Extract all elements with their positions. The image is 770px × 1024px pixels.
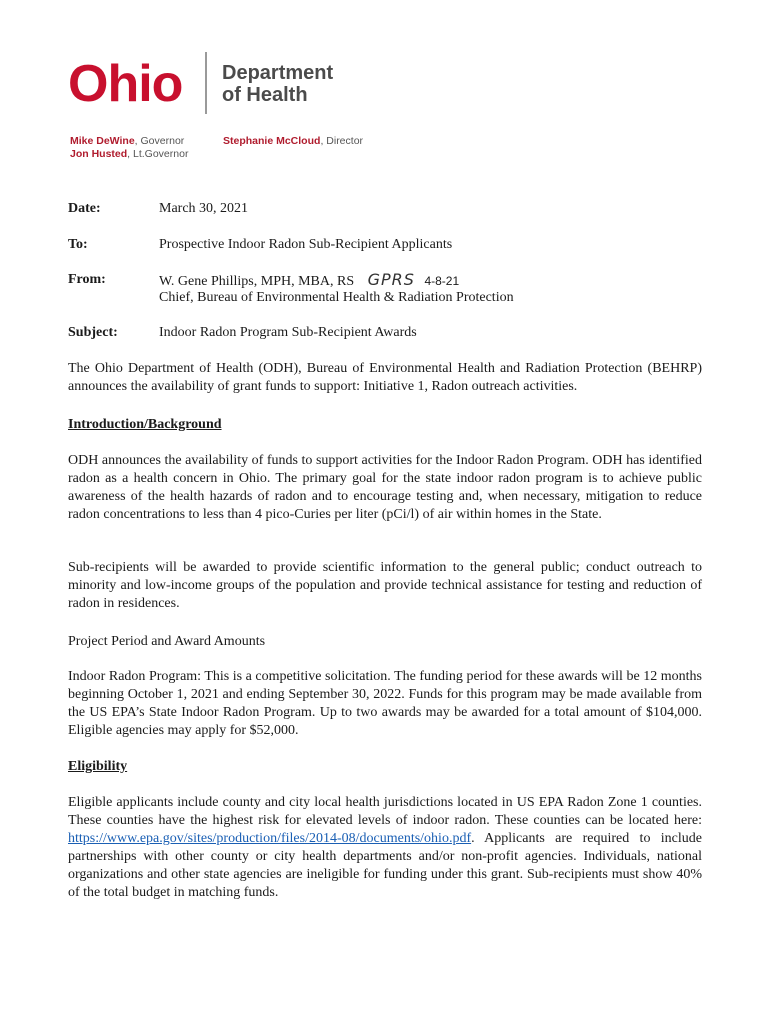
from-value: W. Gene Phillips, MPH, MBA, RS [159,274,355,289]
to-label: To: [68,237,88,252]
director-name: Stephanie McCloud [223,135,321,147]
director-title: , Director [320,135,364,147]
to-value: Prospective Indoor Radon Sub-Recipient Applicants [159,237,453,252]
director-block [223,135,363,148]
governor-title: , Governor [134,135,185,147]
governor-block [70,135,188,161]
subject-label: Subject: [68,325,118,340]
date-label: Date: [68,201,101,216]
background-paragraph-1: ODH announces the availability of funds to support activities for the Indoor Radon Program. ODH has identified radon as a health concern in Ohio. The primary goal for the state indoor radon program is to achieve public awareness of the health hazards of radon and to encourage testing and, when necessary, mitigation to reduce radon concentrations to less than 4 pico-Curies per liter (pCi/l) of air within homes in the State. [68,453,702,522]
epa-ohio-radon-link[interactable]: https://www.epa.gov/sites/production/files/2014-08/documents/ohio.pdf [68,831,472,846]
subject-value: Indoor Radon Program Sub-Recipient Awards [159,325,417,340]
eligibility-heading: Eligibility [68,759,128,774]
background-paragraph-2: Sub-recipients will be awarded to provide scientific information to the general public; conduct outreach to minority and low-income groups of the population and provide technical assistance for testing and reduction of radon in residences. [68,560,702,611]
signature-date: 4-8-21 [424,274,460,288]
department-line1: Department [222,62,334,84]
date-value: March 30, 2021 [159,201,249,216]
department-name [222,62,333,106]
from-value-line [159,271,459,291]
governor-name: Mike DeWine [70,135,135,147]
eligibility-text-end: . Applicants are required to include partnerships with other county or city health departments and/or non-profit agencies. Individuals, national organizations and other state agencies are ineligible for funding under this grant. Sub-recipients must show 40% of the total budget in matching funds. [68,831,702,900]
eligibility-text-start: Eligible applicants include county and city local health jurisdictions located in US EPA Radon Zone 1 counties. These counties have the highest risk for elevated levels of indoor radon. These counties can be located here: [68,795,702,828]
ohio-logo: Ohio [68,55,183,113]
eligibility-paragraph [68,794,702,902]
signature-initials: GPRS [367,270,415,289]
project-heading: Project Period and Award Amounts [68,634,266,649]
department-line2: of Health [222,84,308,106]
intro-paragraph: The Ohio Department of Health (ODH), Bureau of Environmental Health and Radiation Protection (BEHRP) announces the availability of grant funds to support: Initiative 1, Radon outreach activities. [68,361,702,394]
project-paragraph: Indoor Radon Program: This is a competitive solicitation. The funding period for these awards will be 12 months beginning October 1, 2021 and ending September 30, 2022. Funds for this program may be made available from the US EPA’s State Indoor Radon Program. Up to two awards may be awarded for a total amount of $104,000. Eligible agencies may apply for $52,000. [68,669,702,738]
logo-divider [205,52,207,114]
lt-governor-name: Jon Husted [70,148,128,160]
from-label: From: [68,272,106,287]
from-title: Chief, Bureau of Environmental Health & Radiation Protection [159,290,514,305]
lt-governor-title: , Lt.Governor [127,148,189,160]
background-heading: Introduction/Background [68,417,222,432]
